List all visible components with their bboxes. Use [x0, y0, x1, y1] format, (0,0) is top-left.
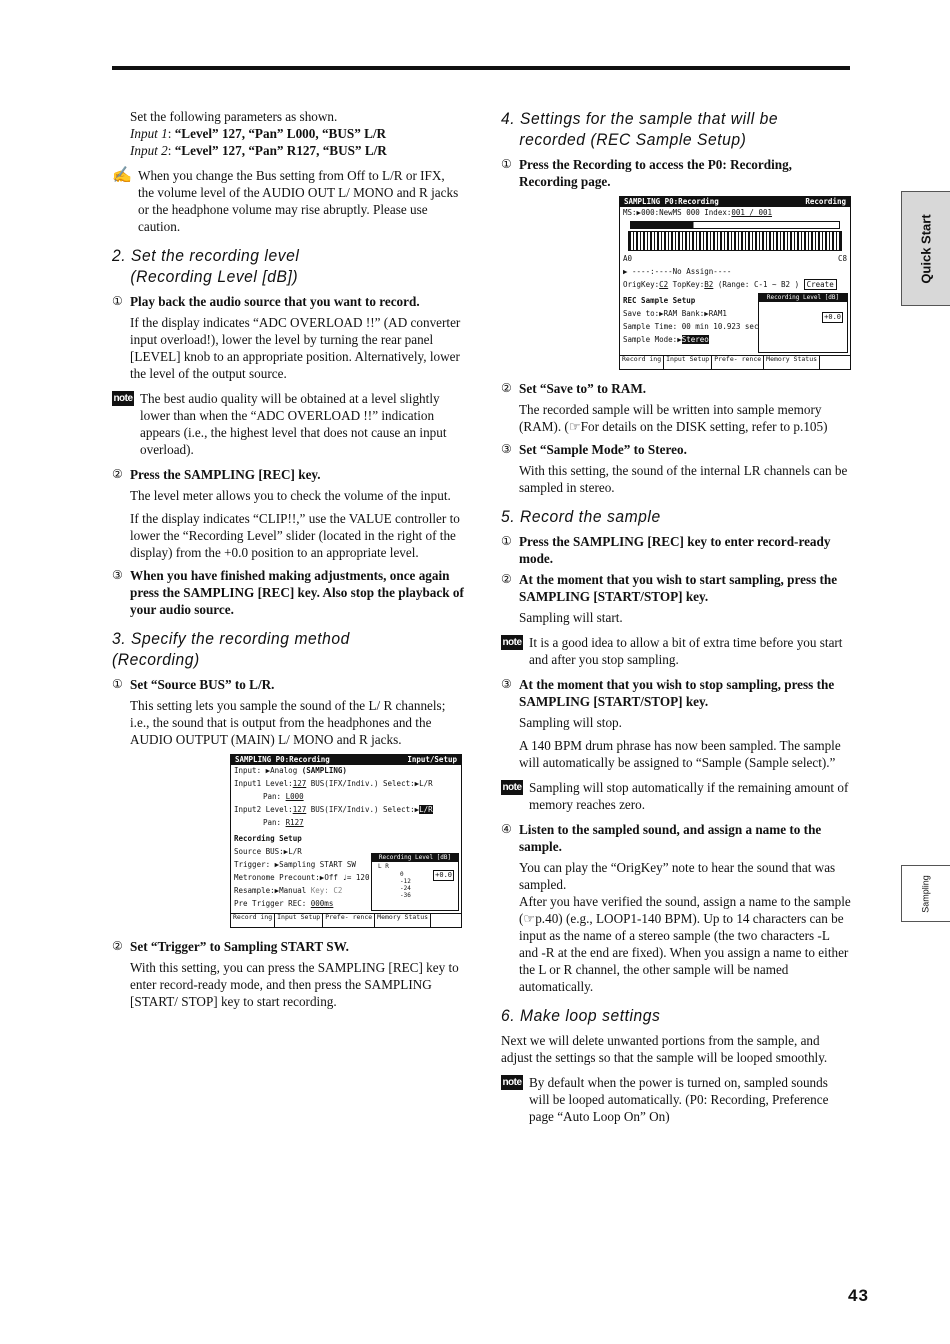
intro-text: Set the following parameters as shown. [130, 109, 338, 124]
lcd2-tabs: Record ing Input Setup Prefe- rence Memory Status [620, 355, 850, 369]
s5-step-1: ① Press the SAMPLING [REC] key to enter record-ready mode. [501, 534, 831, 566]
s2-step-1: ① Play back the audio source that you want to record. [112, 294, 420, 309]
s3-step-2-text: With this setting, you can press the SAMPLING [REC] key to enter record-ready mode, and then press the SAMPLING [START/ STOP] key to start recording. [130, 960, 459, 1009]
s6-text: Next we will delete unwanted portions from the sample, and adjust the settings so that the sample will be looped smoothly. [501, 1033, 828, 1065]
sampling-tab: Sampling [901, 865, 950, 922]
s4-step-1: ① Press the Recording to access the P0: Recording, Recording page. [501, 157, 792, 189]
input1-setting: Input 1: “Level” 127, “Pan” L000, “BUS” L/R [130, 126, 387, 141]
keyboard-graphic [628, 231, 842, 251]
section-2-heading: 2. Set the recording level (Recording Level [dB]) [112, 246, 300, 286]
s2-step-3: ③ When you have finished making adjustments, once again press the SAMPLING [REC] key. Also stop the playback of your audio source. [112, 568, 464, 617]
s3-step-1: ① Set “Source BUS” to L/R. [112, 677, 275, 692]
s5-step-2: ② At the moment that you wish to start sampling, press the SAMPLING [START/STOP] key. [501, 572, 838, 604]
s5-note-2: note Sampling will stop automatically if the remaining amount of memory reaches zero. [502, 780, 849, 812]
section-3-heading: 3. Specify the recording method (Recording) [112, 629, 350, 669]
section-5-heading: 5. Record the sample [501, 507, 661, 526]
right-column [501, 108, 851, 1133]
recording-level-meter-2: Recording Level [dB] +0.0 [758, 293, 848, 353]
section-6-heading: 6. Make loop settings [501, 1006, 661, 1025]
caution-note: ✍ When you change the Bus setting from Off to L/R or IFX, the volume level of the AUDIO OUT L/ MONO and R jacks or the headphone volume may rise abruptly. Please use caution. [112, 167, 459, 234]
s5-note-1: note It is a good idea to allow a bit of extra time before you start and after you stop sampling. [502, 635, 843, 667]
s4-step-3: ③ Set “Sample Mode” to Stereo. [501, 442, 687, 457]
recording-level-meter: Recording Level [dB] L R 0 -12 -24 -36 +0.0 [371, 853, 459, 911]
s5-step-4-text2: After you have verified the sound, assign a name to the sample (☞p.40) (e.g., LOOP1-140 BPM). Up to 14 characters can be input as the name of a stereo sample (the two characters -L and -R at the end are fixed). When you assign a name to either the L or R channel, the other sample will be named automatically. [519, 894, 851, 994]
lcd1-tabs: Record ing Input Setup Prefe- rence Memory Status [231, 913, 461, 927]
s4-step-3-text: With this setting, the sound of the internal LR channels can be sampled in stereo. [519, 463, 848, 495]
quick-start-tab: Quick Start [901, 191, 950, 306]
s5-step-4: ④ Listen to the sampled sound, and assign a name to the sample. [501, 822, 822, 854]
top-rule [112, 66, 850, 70]
s6-note: note By default when the power is turned on, sampled sounds will be looped automatically. (P0: Recording, Preference page “Auto Loop On” On) [502, 1075, 829, 1124]
s5-step-4-text1: You can play the “OrigKey” note to hear the sound that was sampled. [519, 860, 836, 892]
s2-step-2-text1: The level meter allows you to check the volume of the input. [130, 488, 451, 503]
s4-step-2: ② Set “Save to” to RAM. [501, 381, 647, 396]
note-icon: note [502, 637, 522, 648]
s3-step-2: ② Set “Trigger” to Sampling START SW. [112, 939, 349, 954]
s2-step-1-text: If the display indicates “ADC OVERLOAD !!” (AD converter input overload!), lower the level by turning the rear panel [LEVEL] knob to an appropriate position. Alternatively, lower the level of the output source. [130, 315, 461, 381]
s4-step-2-text: The recorded sample will be written into sample memory (RAM). (☞For details on the DISK setting, refer to p.105) [519, 402, 828, 434]
s3-step-1-text: This setting lets you sample the sound of the L/ R channels; i.e., the sound that is output from the headphones and the AUDIO OUTPUT (MAIN) L/ MONO and R jacks. [130, 698, 446, 747]
s2-note: note The best audio quality will be obtained at a level slightly lower than when the “ADC OVERLOAD !!” indication appears (i.e., the highest level that does not cause an input overload). [113, 391, 447, 457]
section-4-heading: 4. Settings for the sample that will be recorded (REC Sample Setup) [501, 109, 779, 149]
s5-step-3: ③ At the moment that you wish to stop sampling, press the SAMPLING [START/STOP] key. [501, 677, 835, 709]
caution-icon: ✍ [112, 167, 132, 184]
s5-step-2-text: Sampling will start. [519, 610, 623, 625]
lcd-input-setup: SAMPLING P0:Recording Input/Setup Input: ▶Analog (SAMPLING) Input1 Level:127 BUS(IFX/Indiv.) Select:▶L/R Pan: L000 Input2 Level:127 BUS(IFX/Indiv.) Select:▶L/R Pan: R127 Recording Setup Source BUS:▶L/R Trigger: ▶Sampling START SW Metronome Precount:▶Off ♩= 120 Resample:▶Manual Key: C2 Pre Trigger REC: 000ms Recording Level [dB] L R 0 -12 -24 -36 +0.0 Record ing Input Setup Prefe- rence Memory Status [230, 754, 462, 928]
lcd-recording: SAMPLING P0:Recording Recording MS:▶000:NewMS 000 Index:001 / 001 A0 C8 ▶ ----:----No Assign---- OrigKey:C2 TopKey:B2 (Range: C-1 ~ B2 ) Create REC Sample Setup Save to:▶RAM Bank:▶RAM1 Sample Time: 00 min 10.923 sec Sample Mode:▶Stereo Recording Level [dB] +0.0 Record ing Input Setup Prefe- rence Memory Status [619, 196, 851, 370]
note-icon: note [113, 393, 133, 404]
s2-step-2: ② Press the SAMPLING [REC] key. [112, 467, 321, 482]
left-column [112, 108, 464, 1016]
s2-step-2-text2: If the display indicates “CLIP!!,” use the VALUE controller to lower the “Recording Level” slider (located in the right of the display) from the +0.0 position to an appropriate level. [130, 511, 460, 560]
note-icon: note [502, 782, 522, 793]
page-number: 43 [848, 1286, 869, 1305]
note-icon: note [502, 1077, 522, 1088]
s5-step-3-text1: Sampling will stop. [519, 715, 622, 730]
s5-step-3-text2: A 140 BPM drum phrase has now been sampled. The sample will automatically be assigned to “Sample (Sample select).” [519, 738, 841, 770]
input2-setting: Input 2: “Level” 127, “Pan” R127, “BUS” L/R [130, 143, 387, 158]
